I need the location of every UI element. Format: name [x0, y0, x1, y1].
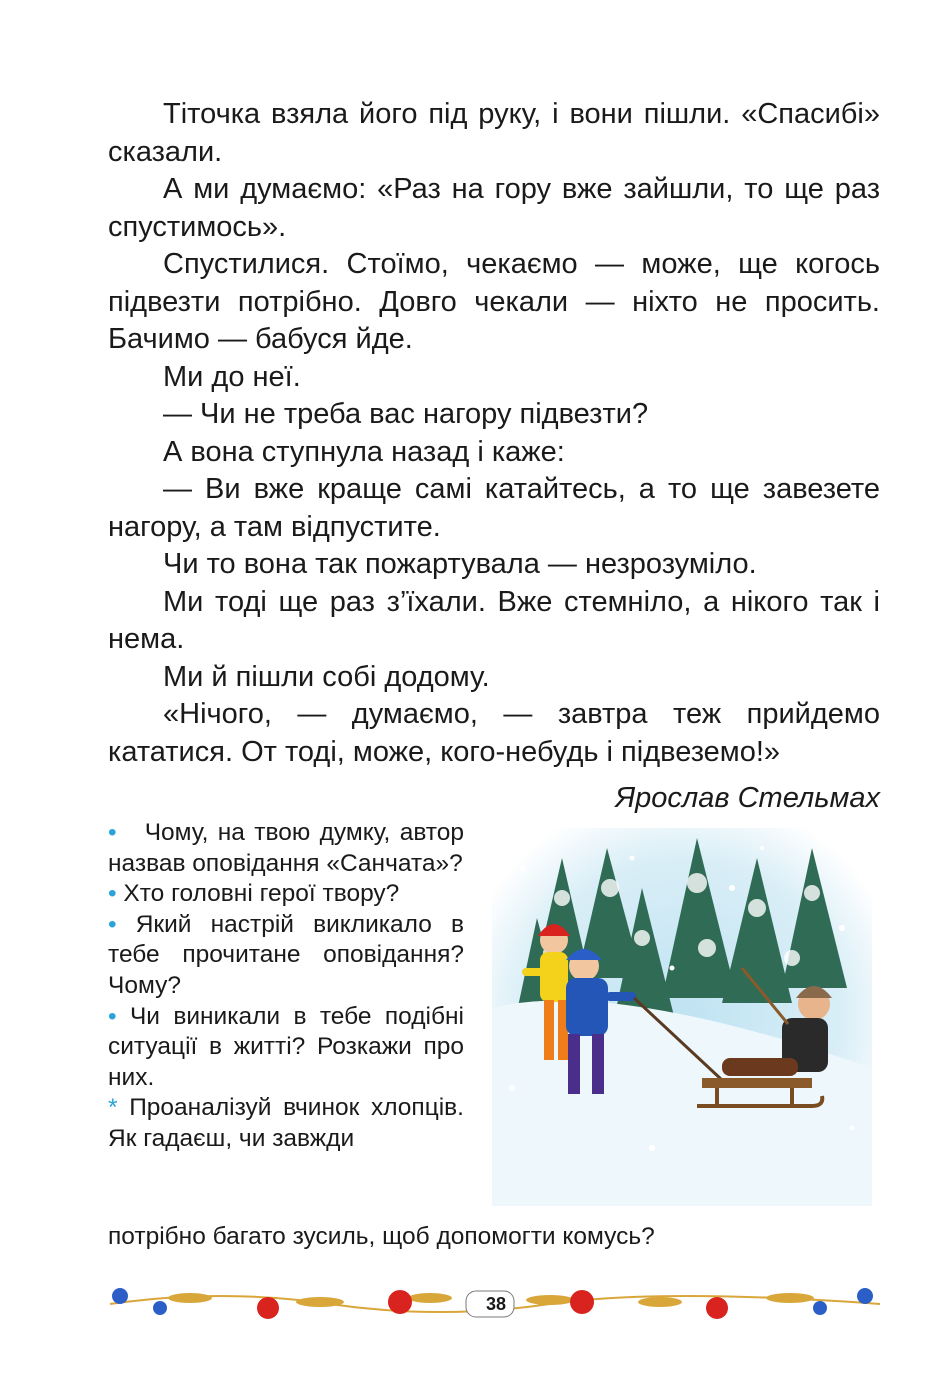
question-item [108, 910, 464, 1002]
question-item [108, 818, 464, 879]
story-paragraph: Чи то вона так пожартувала — незрозуміло. [163, 548, 757, 580]
question-item [108, 1093, 464, 1154]
story-paragraph: А вона ступнула назад і каже: [163, 435, 565, 468]
story-paragraph: Спустилися. Стоїмо, чекаємо — може, ще когось підвезти потрібно. Довго чекали — ніхто не просить. Бачимо — бабуся йде. [108, 248, 880, 355]
question-text: Проаналізуй вчинок хлопців. Як гадаєш, чи завжди [108, 1094, 464, 1152]
story-paragraph: Ми тоді ще раз з’їхали. Вже стемніло, а нікого так і нема. [108, 585, 880, 655]
story-paragraph: Тіточка взяла його під руку, і вони пішли. «Спасибі» сказали. [108, 98, 880, 168]
question-tail: потрібно багато зусиль, щоб допомогти комусь? [108, 1223, 655, 1250]
question-item [108, 1002, 464, 1094]
story-paragraph: — Ви вже краще самі катайтесь, а то ще завезете нагору, а там відпустите. [108, 473, 880, 543]
question-text: Чи виникали в тебе подібні ситуації в житті? Розкажи про них. [108, 1002, 464, 1091]
sledding-illustration [492, 828, 872, 1206]
story-paragraph: — Чи не треба вас нагору підвезти? [163, 398, 649, 430]
bullet-icon: • [108, 880, 117, 908]
story-paragraph: Ми й пішли собі додому. [163, 660, 490, 693]
questions-list [108, 818, 464, 1155]
bullet-icon: • [108, 1002, 117, 1030]
page-number: 38 [485, 1294, 507, 1314]
question-item [108, 879, 464, 910]
question-text: Хто головні герої твору? [123, 880, 400, 908]
story-paragraph: «Нічого, — думаємо, — завтра теж прийдемо кататися. От тоді, може, кого-небудь і підвеземо!» [108, 698, 880, 768]
story-author: Ярослав Стельмах [615, 782, 880, 814]
question-text: Який настрій викликало в тебе прочитане оповідання? Чому? [108, 910, 464, 999]
star-icon: * [108, 1094, 118, 1122]
story-paragraph: А ми думаємо: «Раз на гору вже зайшли, то ще раз спустимось». [108, 173, 880, 243]
bullet-icon: • [108, 819, 117, 846]
story-text [108, 96, 880, 771]
bullet-icon: • [108, 910, 117, 938]
story-paragraph: Ми до неї. [163, 360, 301, 393]
question-text: Чому, на твою думку, автор назвав оповідання «Санчата»? [108, 819, 464, 877]
